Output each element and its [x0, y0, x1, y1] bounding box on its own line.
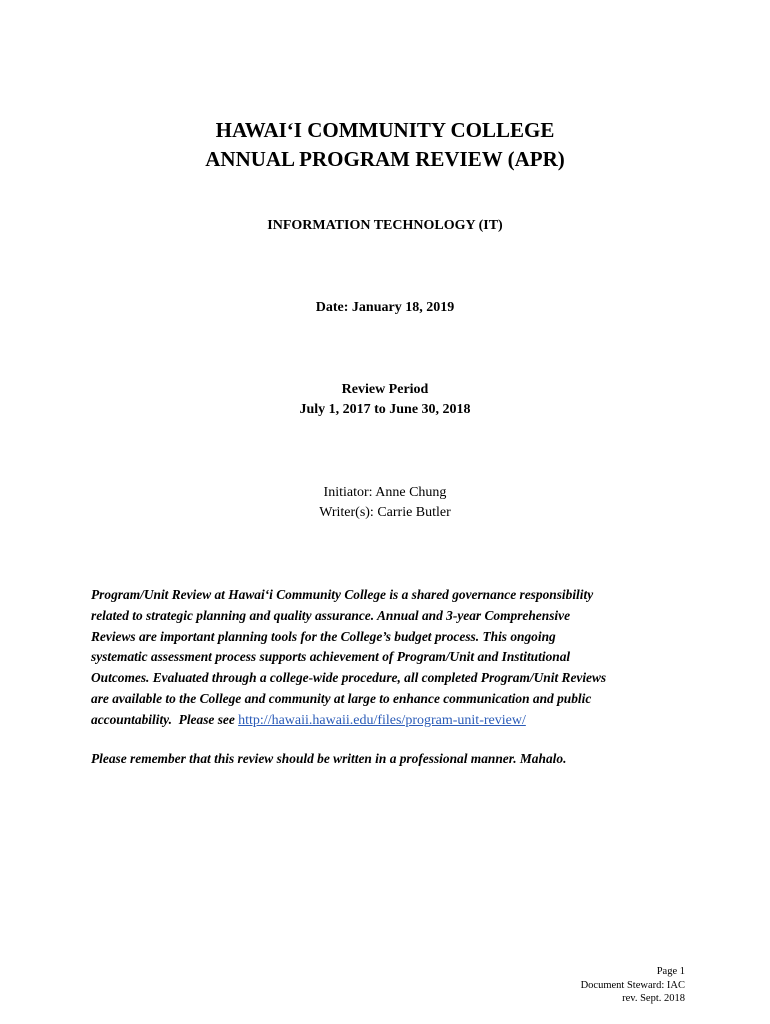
- page-title-review: ANNUAL PROGRAM REVIEW (APR): [205, 147, 565, 171]
- document-date: Date: January 18, 2019: [315, 300, 455, 315]
- review-period-range: July 1, 2017 to June 30, 2018: [299, 402, 471, 417]
- review-period-label: Review Period: [341, 382, 429, 397]
- page-title-college: HAWAI‘I COMMUNITY COLLEGE: [215, 118, 555, 142]
- paragraph-line: Outcomes. Evaluated through a college-wide procedure, all completed Program/Unit Reviews: [91, 670, 607, 686]
- reminder-note: Please remember that this review should be written in a professional manner. Mahalo.: [91, 751, 567, 766]
- initiator-line: Initiator: Anne Chung: [323, 485, 447, 500]
- intro-paragraph: [91, 585, 691, 732]
- paragraph-line: related to strategic planning and quality assurance. Annual and 3-year Comprehensive: [91, 607, 571, 623]
- paragraph-line: systematic assessment process supports achievement of Program/Unit and Institutional: [91, 649, 571, 665]
- page-number: Page 1: [656, 966, 685, 977]
- paragraph-line: Reviews are important planning tools for the College’s budget process. This ongoing: [91, 628, 556, 644]
- paragraph-line: are available to the College and community at large to enhance communication and public: [91, 690, 592, 706]
- program-review-link[interactable]: http://hawaii.hawaii.edu/files/program-unit-review/: [238, 712, 526, 728]
- writers-line: Writer(s): Carrie Butler: [319, 505, 451, 520]
- program-name: INFORMATION TECHNOLOGY (IT): [267, 218, 503, 233]
- page-footer: [581, 965, 685, 1006]
- document-steward: Document Steward: IAC: [580, 979, 685, 991]
- paragraph-line: Program/Unit Review at Hawai‘i Community College is a shared governance responsibility: [91, 587, 594, 602]
- paragraph-last-line: [91, 710, 691, 732]
- revision-date: rev. Sept. 2018: [622, 993, 685, 1004]
- paragraph-last-line-text: accountability. Please see: [91, 711, 239, 727]
